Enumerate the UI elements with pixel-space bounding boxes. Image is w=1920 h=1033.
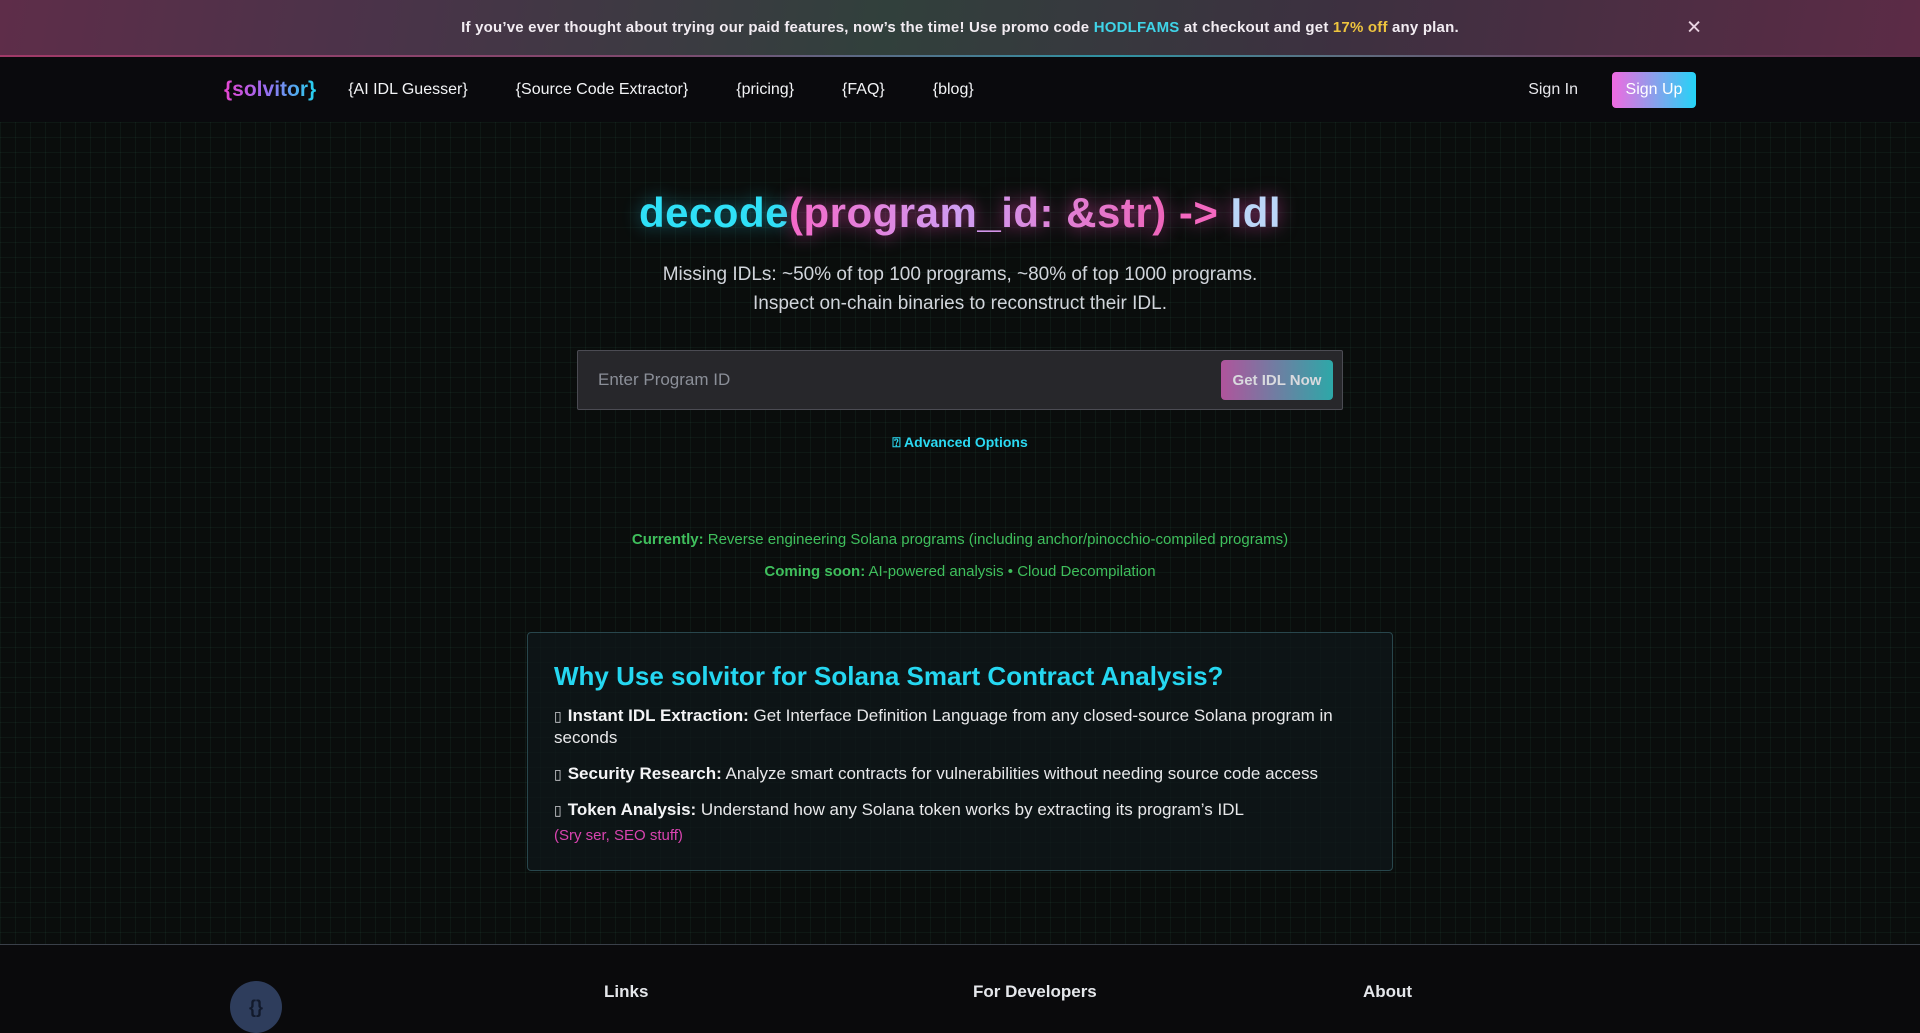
benefit-item-security-research: ▯ Security Research: Analyze smart contracts for vulnerabilities without needing source code access	[554, 764, 1318, 783]
logo[interactable]: {solvitor}	[224, 77, 317, 101]
footer-developers-heading: For Developers	[973, 982, 1097, 1001]
sign-up-button[interactable]: Sign Up	[1612, 72, 1696, 108]
nav-item-blog[interactable]: {blog}	[932, 80, 974, 98]
advanced-options-link[interactable]: ⍰ Advanced Options	[892, 434, 1028, 450]
navbar	[0, 55, 1920, 122]
currently-line: Currently: Reverse engineering Solana programs (including anchor/pinocchio-compiled programs)	[631, 531, 1289, 548]
nav-item-faq[interactable]: {FAQ}	[842, 80, 885, 98]
hero-title-decode: decode	[638, 189, 789, 236]
promo-code: HODLFAMS	[1093, 19, 1180, 36]
hero-title-return: Idl	[1230, 189, 1282, 236]
nav-links	[348, 81, 973, 99]
seo-note: (Sry ser, SEO stuff)	[554, 827, 683, 844]
coming-soon-line: Coming soon: AI-powered analysis • Cloud Decompilation	[764, 563, 1156, 580]
subtitle-line-2: Inspect on-chain binaries to reconstruct their IDL.	[753, 293, 1167, 314]
main-content	[0, 122, 1920, 944]
footer-about-heading: About	[1363, 982, 1413, 1001]
missing-glyph-icon: ▯	[554, 802, 562, 818]
benefit-item-token-analysis: ▯ Token Analysis: Understand how any Solana token works by extracting its program’s IDL	[554, 800, 1244, 819]
sign-in-link[interactable]: Sign In	[1528, 80, 1578, 98]
hero-title	[0, 188, 1920, 238]
subtitle-line-1: Missing IDLs: ~50% of top 100 programs, ~80% of top 1000 programs.	[662, 264, 1258, 285]
get-idl-button[interactable]: Get IDL Now	[1221, 360, 1333, 400]
footer-links-heading: Links	[604, 982, 649, 1001]
nav-item-pricing[interactable]: {pricing}	[736, 80, 795, 98]
footer	[0, 944, 1920, 1017]
missing-glyph-icon: ⍰	[892, 434, 901, 450]
hero-title-arrow: ->	[1166, 189, 1231, 236]
program-id-input[interactable]	[598, 370, 1221, 390]
promo-banner	[0, 0, 1920, 55]
benefit-item-idl-extraction: ▯ Instant IDL Extraction: Get Interface Definition Language from any closed-source Solana program in seconds	[554, 706, 1333, 747]
advanced-options-row	[0, 434, 1920, 452]
missing-glyph-icon: ▯	[554, 708, 562, 724]
nav-auth	[1528, 72, 1696, 108]
nav-item-ai-idl-guesser[interactable]: {AI IDL Guesser}	[348, 80, 468, 98]
status-block	[0, 530, 1920, 582]
footer-logo-icon: {}	[230, 981, 282, 1033]
benefit-list	[554, 705, 1366, 821]
nav-item-source-code-extractor[interactable]: {Source Code Extractor}	[515, 80, 689, 98]
discount-amount: 17% off	[1332, 19, 1388, 36]
why-use-heading: Why Use solvitor for Solana Smart Contract Analysis?	[554, 661, 1224, 691]
hero-subtitle	[0, 260, 1920, 318]
why-use-panel	[527, 632, 1393, 871]
close-icon[interactable]: ✕	[1686, 16, 1702, 38]
promo-message: If you’ve ever thought about trying our paid features, now’s the time! Use promo code HODLFAMS at checkout and get 17% off any plan.	[461, 19, 1459, 36]
hero-title-args: (program_id: &str)	[788, 189, 1167, 236]
program-id-search-bar	[577, 350, 1343, 410]
missing-glyph-icon: ▯	[554, 766, 562, 782]
